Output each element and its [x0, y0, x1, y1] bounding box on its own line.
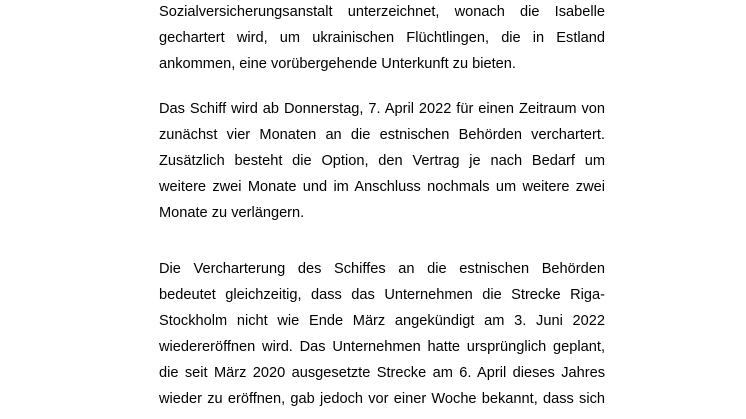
paragraph-line: Stockholm nicht wie Ende März angekündigt am 3. Juni 2022 [159, 313, 605, 329]
paragraph-line: wieder zu eröffnen, gab jedoch vor einer Woche bekannt, dass sich [159, 391, 605, 407]
paragraph-line: Das Schiff wird ab Donnerstag, 7. April 2022 für einen Zeitraum von [159, 101, 605, 117]
paragraph-charter-agreement [159, 0, 605, 77]
paragraph-line: Monate zu verlängern. [159, 205, 305, 221]
paragraph-line: Sozialversicherungsanstalt unterzeichnet, wonach die Isabelle [159, 4, 605, 20]
paragraph-line: zunächst vier Monaten an die estnischen Behörden verchartert. [159, 127, 605, 143]
paragraph-line: die seit März 2020 ausgesetzte Strecke am 6. April dieses Jahres [159, 365, 605, 381]
paragraph-line: ankommen, eine vorübergehende Unterkunft zu bieten. [159, 56, 516, 72]
paragraph-line: Die Vercharterung des Schiffes an die estnischen Behörden [159, 261, 605, 277]
paragraph-line: gechartert wird, um ukrainischen Flüchtlingen, die in Estland [159, 30, 605, 46]
paragraph-line: wiedereröffnen wird. Das Unternehmen hatte ursprünglich geplant, [159, 339, 605, 355]
paragraph-line: weitere zwei Monate und im Anschluss nochmals um weitere zwei [159, 179, 605, 195]
paragraph-charter-period [159, 96, 605, 226]
paragraph-route-impact [159, 256, 605, 412]
paragraph-line: Zusätzlich besteht die Option, den Vertrag je nach Bedarf um [159, 153, 605, 169]
paragraph-line: bedeutet gleichzeitig, dass das Unternehmen die Strecke Riga- [159, 287, 605, 303]
